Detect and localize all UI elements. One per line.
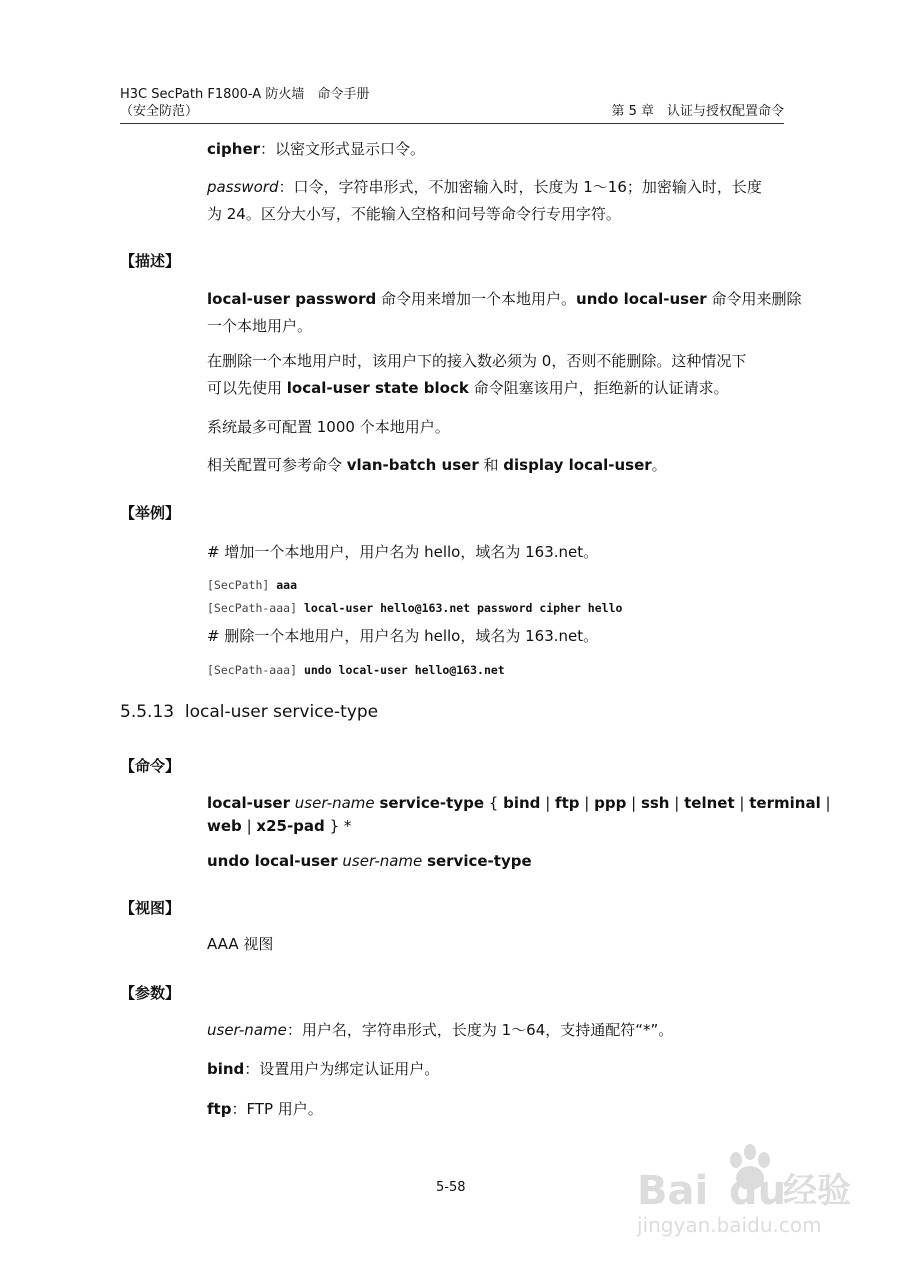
cmd-option-ppp: ppp bbox=[594, 794, 627, 812]
subsection-heading bbox=[120, 702, 378, 722]
param-bind-desc: ：设置用户为绑定认证用户。 bbox=[244, 1060, 440, 1078]
subsection-number: 5.5.13 bbox=[120, 702, 175, 722]
example-code-line-3 bbox=[207, 663, 505, 677]
describe-p1-line2: 一个本地用户。 bbox=[207, 317, 313, 335]
cmd-separator: | bbox=[739, 794, 745, 812]
describe-p1-text2: 命令用来删除 bbox=[706, 290, 802, 308]
header-chapter-title: 第 5 章 认证与授权配置命令 bbox=[611, 104, 784, 119]
cmd-separator: | bbox=[825, 794, 831, 812]
code-command: aaa bbox=[276, 578, 298, 592]
cmd-keyword: undo local-user bbox=[207, 852, 338, 870]
describe-p3: 系统最多可配置 1000 个本地用户。 bbox=[207, 418, 450, 436]
section-title-view: 【视图】 bbox=[120, 899, 181, 917]
describe-p2-text: 可以先使用 bbox=[207, 379, 287, 397]
describe-p4-text: 相关配置可参考命令 bbox=[207, 456, 347, 474]
code-prompt: [SecPath-aaa] bbox=[207, 601, 304, 615]
subsection-title: local-user service-type bbox=[184, 702, 379, 722]
cmd-vlan-batch-user: vlan-batch user bbox=[346, 456, 479, 474]
cmd-option-bind: bind bbox=[503, 794, 541, 812]
example-note-2: # 删除一个本地用户，用户名为 hello，域名为 163.net。 bbox=[207, 627, 599, 645]
section-title-params: 【参数】 bbox=[120, 984, 181, 1002]
param-password-desc-1: ：口令，字符串形式，不加密输入时，长度为 1～16；加密输入时，长度 bbox=[278, 178, 762, 196]
describe-p1-text: 命令用来增加一个本地用户。 bbox=[376, 290, 577, 308]
cmd-arg-user-name: user-name bbox=[294, 794, 375, 812]
cmd-keyword: service-type bbox=[379, 794, 485, 812]
header-manual-title: H3C SecPath F1800-A 防火墙 命令手册 bbox=[120, 87, 370, 102]
command-syntax-line2 bbox=[207, 813, 351, 840]
cmd-separator: | bbox=[545, 794, 551, 812]
page-number: 5-58 bbox=[436, 1180, 466, 1195]
header-rule bbox=[120, 123, 784, 124]
param-password-term: password bbox=[207, 178, 279, 196]
view-text: AAA 视图 bbox=[207, 935, 274, 953]
cmd-brace-close: } * bbox=[329, 817, 352, 835]
baidu-jingyan-watermark bbox=[633, 1138, 865, 1238]
code-command: undo local-user hello@163.net bbox=[303, 663, 505, 677]
param-ftp bbox=[207, 1096, 323, 1123]
watermark-brand-cn: 经验 bbox=[783, 1171, 851, 1211]
describe-p2-line2 bbox=[207, 375, 729, 402]
param-user-name-term: user-name bbox=[207, 1021, 287, 1039]
section-title-describe: 【描述】 bbox=[120, 252, 181, 270]
cmd-brace: { bbox=[488, 794, 499, 812]
describe-p4 bbox=[207, 452, 667, 479]
example-note-1: # 增加一个本地用户，用户名为 hello，域名为 163.net。 bbox=[207, 543, 599, 561]
describe-p4-end: 。 bbox=[651, 456, 667, 474]
cmd-option-x25-pad: x25-pad bbox=[256, 817, 325, 835]
section-title-command: 【命令】 bbox=[120, 757, 181, 775]
param-password bbox=[207, 174, 762, 201]
param-cipher bbox=[207, 136, 425, 163]
cmd-undo-local-user: undo local-user bbox=[576, 290, 707, 308]
baidu-logo-icon bbox=[633, 1138, 865, 1238]
cmd-option-ssh: ssh bbox=[640, 794, 670, 812]
param-password-desc-2: 为 24。区分大小写，不能输入空格和问号等命令行专用字符。 bbox=[207, 205, 621, 223]
describe-p1-line1 bbox=[207, 286, 801, 313]
example-code-line-1 bbox=[207, 578, 297, 592]
watermark-url: jingyan.baidu.com bbox=[637, 1213, 822, 1237]
cmd-separator: | bbox=[631, 794, 637, 812]
cmd-local-user-state-block: local-user state block bbox=[286, 379, 469, 397]
param-bind-term: bind bbox=[207, 1060, 245, 1078]
param-user-name bbox=[207, 1017, 673, 1044]
param-ftp-desc: ：FTP 用户。 bbox=[231, 1100, 323, 1118]
cmd-option-ftp: ftp bbox=[555, 794, 580, 812]
cmd-arg-user-name: user-name bbox=[342, 852, 423, 870]
cmd-option-terminal: terminal bbox=[749, 794, 821, 812]
cmd-separator: | bbox=[584, 794, 590, 812]
watermark-brand2: du bbox=[729, 1168, 787, 1214]
describe-p2-line1: 在删除一个本地用户时，该用户下的接入数必须为 0，否则不能删除。这种情况下 bbox=[207, 352, 747, 370]
cmd-display-local-user: display local-user bbox=[503, 456, 652, 474]
code-prompt: [SecPath] bbox=[207, 578, 277, 592]
section-title-example: 【举例】 bbox=[120, 504, 181, 522]
param-ftp-term: ftp bbox=[207, 1100, 232, 1118]
param-user-name-desc: ：用户名，字符串形式，长度为 1～64，支持通配符“*”。 bbox=[286, 1021, 674, 1039]
param-bind bbox=[207, 1056, 439, 1083]
param-cipher-term: cipher bbox=[207, 140, 261, 158]
cmd-option-web: web bbox=[207, 817, 242, 835]
describe-p4-and: 和 bbox=[478, 456, 504, 474]
cmd-option-telnet: telnet bbox=[684, 794, 735, 812]
watermark-brand: Bai bbox=[637, 1168, 709, 1214]
example-code-line-2 bbox=[207, 601, 622, 615]
cmd-local-user-password: local-user password bbox=[207, 290, 377, 308]
cmd-keyword: service-type bbox=[427, 852, 532, 870]
command-syntax-undo bbox=[207, 848, 532, 875]
describe-p2-text2: 命令阻塞该用户，拒绝新的认证请求。 bbox=[468, 379, 729, 397]
param-cipher-desc: ：以密文形式显示口令。 bbox=[260, 140, 426, 158]
cmd-separator: | bbox=[246, 817, 252, 835]
code-command: local-user hello@163.net password cipher hello bbox=[303, 601, 623, 615]
cmd-separator: | bbox=[674, 794, 680, 812]
cmd-keyword: local-user bbox=[207, 794, 291, 812]
code-prompt: [SecPath-aaa] bbox=[207, 663, 304, 677]
header-manual-subtitle: （安全防范） bbox=[120, 104, 199, 119]
